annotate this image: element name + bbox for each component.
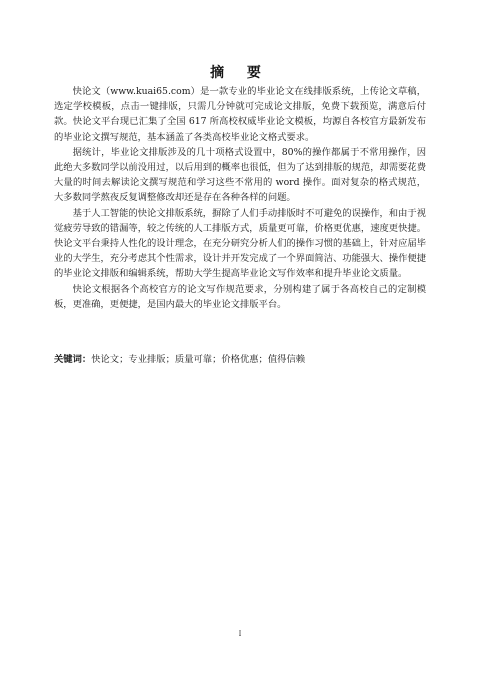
keywords-line: [54, 352, 426, 367]
abstract-paragraph-1: 快论文（www.kuai65.com）是一款专业的毕业论文在线排版系统，上传论文草稿，选定学校模板，点击一键排版，只需几分钟就可完成论文排版，免费下载预览，满意后付款。快论文平台现已汇集了全国 617 所高校权威毕业论文模板，均源自各校官方最新发布的毕业论文撰写规范，基本涵盖了各类高校毕业论文格式要求。: [54, 86, 426, 143]
abstract-body: [54, 84, 426, 312]
keywords-label: 关键词：: [54, 354, 92, 365]
abstract-paragraph-3: 基于人工智能的快论文排版系统，摒除了人们手动排版时不可避免的误操作，和由于视觉疲劳导致的错漏等，较之传统的人工排版方式，质量更可靠，价格更优惠，速度更快捷。快论文平台秉持人性化的设计理念，在充分研究分析人们的操作习惯的基础上，针对应届毕业的大学生，充分考虑其个性需求，设计并开发完成了一个界面简洁、功能强大、操作便捷的毕业论文排版和编辑系统，帮助大学生提高毕业论文写作效率和提升毕业论文质量。: [54, 207, 426, 280]
abstract-paragraph-4: 快论文根据各个高校官方的论文写作规范要求，分别构建了属于各高校自己的定制模板，更准确，更便捷，是国内最大的毕业论文排版平台。: [54, 283, 426, 310]
page-number: I: [238, 630, 242, 638]
keywords-text: 快论文；专业排版；质量可靠；价格优惠；值得信赖: [91, 354, 306, 365]
abstract-paragraph-2: 据统计，毕业论文排版涉及的几十项格式设置中，80%的操作都属于不常用操作，因此绝大多数同学以前没用过，以后用到的概率也很低，但为了达到排版的规范，却需要花费大量的时间去解读论文撰写规范和学习这些不常用的 word 操作。面对复杂的格式规范，大多数同学熬夜反复调整修改却还是存在各种各样的问题。: [54, 146, 426, 204]
abstract-title: 摘 要: [210, 65, 270, 81]
